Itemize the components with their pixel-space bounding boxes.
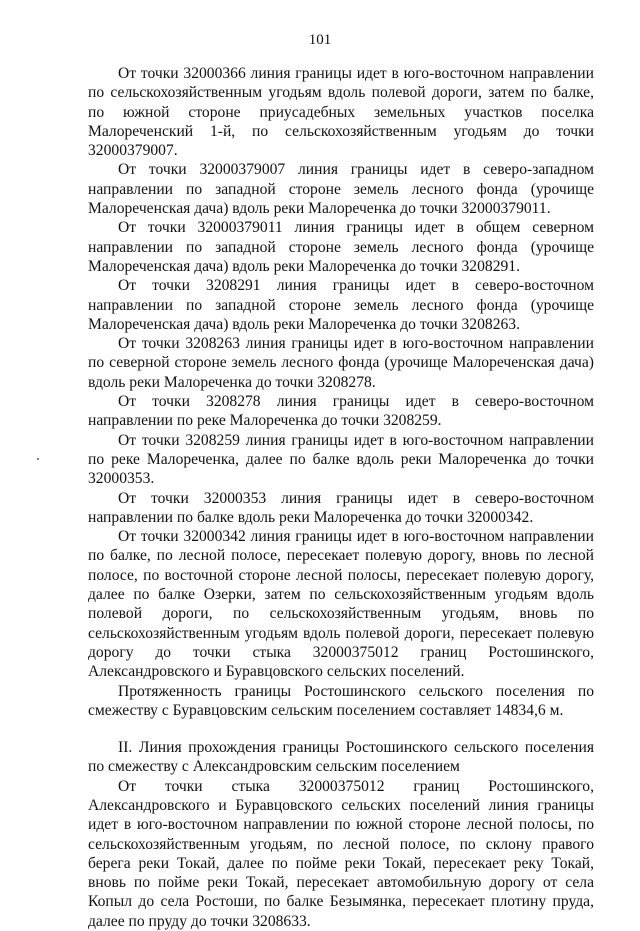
paragraph: От точки 3208291 линия границы идет в северо-восточном направлении по западной стороне земель лесного фонда (урочище Малореченская дача) вдоль реки Малореченка до точки 3208263. [88, 277, 594, 333]
stray-dot-mark [37, 458, 39, 460]
paragraph: От точки стыка 32000375012 границ Ростошинского, Александровского и Буравцовского сельских поселений линия границы идет в юго-восточном направлении по южной стороне лесной полосы, по сельскохозяйственным угодьям, по лесной полосе, по склону правого берега реки Токай, далее по пойме реки Токай, пересекает реку Токай, вновь по пойме реки Токай, пересекает автомобильную дорогу от села Копыл до села Ростоши, по балке Безымянка, пересекает плотину пруда, далее по пруду до точки 3208633. [88, 777, 594, 930]
paragraph: От точки 3208263 линия границы идет в юго-восточном направлении по северной стороне земель лесного фонда (урочище Малореченская дача) вдоль реки Малореченка до точки 3208278. [88, 335, 594, 391]
document-body [88, 64, 594, 931]
paragraph: От точки 32000379007 линия границы идет в северо-западном направлении по западной стороне земель лесного фонда (урочище Малореченская дача) вдоль реки Малореченка до точки 32000379011. [88, 161, 594, 218]
paragraph: От точки 32000379011 линия границы идет в общем северном направлении по западной стороне земель лесного фонда (урочище Малореченская дача) вдоль реки Малореченка до точки 3208291. [88, 219, 594, 275]
paragraph: От точки 3208259 линия границы идет в юго-восточном направлении по реке Малореченка, далее по балке вдоль реки Малореченка до точки 32000353. [88, 431, 594, 488]
paragraph: От точки 32000353 линия границы идет в северо-восточном направлении по балке вдоль реки Малореченка до точки 32000342. [88, 489, 594, 526]
paragraph: Протяженность границы Ростошинского сельского поселения по смежеству с Буравцовским сельским поселением составляет 14834,6 м. [88, 682, 594, 719]
paragraph: От точки 32000366 линия границы идет в юго-восточном направлении по сельскохозяйственным угодьям вдоль полевой дороги, затем по балке, по южной стороне приусадебных земельных участков поселка Малореченский 1-й, по сельскохозяйственным угодьям до точки 32000379007. [88, 65, 594, 160]
paragraph: От точки 32000342 линия границы идет в юго-восточном направлении по балке, по лесной полосе, пересекает полевую дорогу, вновь по лесной полосе, по восточной стороне лесной полосы, пересекает полевую дорогу, далее по балке Озерки, затем по сельскохозяйственным угодьям вдоль полевой дороги, по сельскохозяйственным угодьям, вновь по сельскохозяйственным угодьям вдоль полевой дороги, пересекает полевую дорогу до точки стыка 32000375012 границ Ростошинского, Александровского и Буравцовского сельских поселений. [88, 528, 594, 681]
page-number: 101 [308, 32, 332, 48]
paragraph: От точки 3208278 линия границы идет в северо-восточном направлении по реке Малореченка до точки 3208259. [88, 393, 594, 430]
section-heading: II. Линия прохождения границы Ростошинского сельского поселения по смежеству с Александровским сельским поселением [88, 739, 594, 776]
